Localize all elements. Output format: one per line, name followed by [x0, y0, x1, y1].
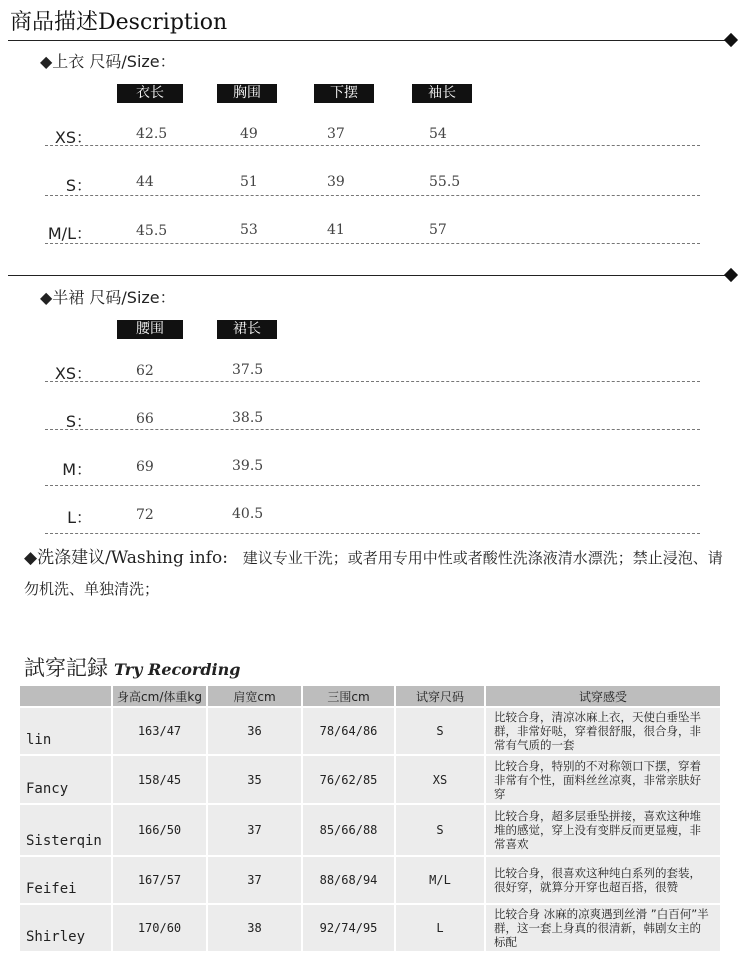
skirt-header-length: 裙长	[217, 320, 277, 339]
top-cell: 37	[327, 126, 345, 142]
skirt-row-size: M：	[62, 460, 92, 479]
try-recording-title	[24, 652, 240, 682]
top-cell: 49	[240, 126, 258, 142]
try-title-cn: 試穿記録	[24, 656, 108, 680]
measurements: 88/68/94	[303, 857, 394, 903]
top-header-length: 衣长	[117, 84, 183, 103]
row-divider	[45, 145, 700, 146]
table-header-row	[20, 686, 720, 706]
tried-size: S	[396, 708, 484, 754]
height-weight: 170/60	[113, 905, 206, 951]
top-header-hem: 下摆	[314, 84, 374, 103]
height-weight: 167/57	[113, 857, 206, 903]
row-divider	[45, 381, 700, 382]
skirt-cell: 37.5	[232, 362, 264, 378]
table-header: 试穿尺码	[396, 686, 484, 706]
skirt-row-size: S：	[65, 412, 92, 431]
feedback: 比较合身，很喜欢这种纯白系列的套装，很好穿，就算分开穿也超百搭，很赞	[486, 857, 720, 903]
top-cell: 57	[429, 222, 447, 238]
top-cell: 55.5	[429, 174, 461, 190]
table-header: 试穿感受	[486, 686, 720, 706]
height-weight: 166/50	[113, 805, 206, 855]
tried-size: S	[396, 805, 484, 855]
top-cell: 44	[136, 174, 154, 190]
page-title: 商品描述Description	[10, 10, 228, 35]
top-row-size: S：	[65, 176, 92, 195]
skirt-cell: 39.5	[232, 458, 264, 474]
row-divider	[45, 243, 700, 244]
skirt-cell: 69	[136, 459, 154, 475]
washing-label: ◆洗涤建议/Washing info:	[24, 548, 228, 568]
top-row-size: M/L：	[47, 224, 92, 243]
try-recording-table	[18, 684, 722, 953]
row-divider	[45, 485, 700, 486]
skirt-cell: 66	[136, 411, 154, 427]
top-cell: 41	[327, 222, 345, 238]
height-weight: 163/47	[113, 708, 206, 754]
tester-name: Shirley	[20, 905, 111, 951]
diamond-icon	[724, 268, 738, 282]
divider-skirt	[8, 275, 730, 276]
shoulder: 38	[208, 905, 301, 951]
top-size-title: ◆上衣 尺码/Size：	[40, 52, 176, 71]
shoulder: 35	[208, 756, 301, 803]
row-divider	[45, 429, 700, 430]
height-weight: 158/45	[113, 756, 206, 803]
top-header-bust: 胸围	[217, 84, 277, 103]
measurements: 76/62/85	[303, 756, 394, 803]
top-cell: 53	[240, 222, 258, 238]
try-title-en: Try Recording	[114, 660, 241, 679]
divider-top	[8, 40, 730, 41]
feedback: 比较合身，清凉冰麻上衣，天使白垂坠半群，非常好哒，穿着很舒服，很合身，非常有气质的一套	[486, 708, 720, 754]
top-cell: 39	[327, 174, 345, 190]
top-cell: 45.5	[136, 223, 168, 239]
washing-info	[24, 543, 736, 605]
tester-name: Fancy	[20, 756, 111, 803]
top-cell: 51	[240, 174, 258, 190]
tester-name: lin	[20, 708, 111, 754]
table-header	[20, 686, 111, 706]
skirt-cell: 38.5	[232, 410, 264, 426]
shoulder: 36	[208, 708, 301, 754]
tester-name: Sisterqin	[20, 805, 111, 855]
table-row	[20, 857, 720, 903]
feedback: 比较合身 冰麻的凉爽遇到丝滑 ”白百何”半群，这一套上身真的很清新，韩剧女主的标配	[486, 905, 720, 951]
measurements: 92/74/95	[303, 905, 394, 951]
skirt-cell: 72	[136, 507, 154, 523]
top-row-size: XS：	[54, 128, 92, 147]
tried-size: M/L	[396, 857, 484, 903]
top-header-sleeve: 袖长	[412, 84, 472, 103]
table-row	[20, 708, 720, 754]
skirt-cell: 40.5	[232, 506, 264, 522]
row-divider	[45, 533, 700, 534]
top-cell: 54	[429, 126, 447, 142]
table-row	[20, 805, 720, 855]
top-cell: 42.5	[136, 126, 168, 142]
table-row	[20, 756, 720, 803]
measurements: 85/66/88	[303, 805, 394, 855]
washing-text: 建议专业干洗；或者用专用中性或者酸性洗涤液清水漂洗；禁止浸泡、请勿机洗、单独清洗；	[24, 549, 723, 598]
tried-size: L	[396, 905, 484, 951]
table-row	[20, 905, 720, 951]
skirt-cell: 62	[136, 363, 154, 379]
skirt-row-size: L：	[67, 508, 92, 527]
diamond-icon	[724, 33, 738, 47]
table-header: 三围cm	[303, 686, 394, 706]
shoulder: 37	[208, 857, 301, 903]
table-header: 身高cm/体重kg	[113, 686, 206, 706]
measurements: 78/64/86	[303, 708, 394, 754]
row-divider	[45, 195, 700, 196]
feedback: 比较合身，特别的不对称领口下摆，穿着非常有个性，面料丝丝凉爽，非常亲肤好穿	[486, 756, 720, 803]
skirt-size-title: ◆半裙 尺码/Size：	[40, 288, 176, 307]
tester-name: Feifei	[20, 857, 111, 903]
table-header: 肩宽cm	[208, 686, 301, 706]
shoulder: 37	[208, 805, 301, 855]
skirt-header-waist: 腰围	[117, 320, 183, 339]
feedback: 比较合身，超多层垂坠拼接，喜欢这种堆堆的感觉，穿上没有变胖反而更显瘦，非常喜欢	[486, 805, 720, 855]
tried-size: XS	[396, 756, 484, 803]
skirt-row-size: XS：	[54, 364, 92, 383]
